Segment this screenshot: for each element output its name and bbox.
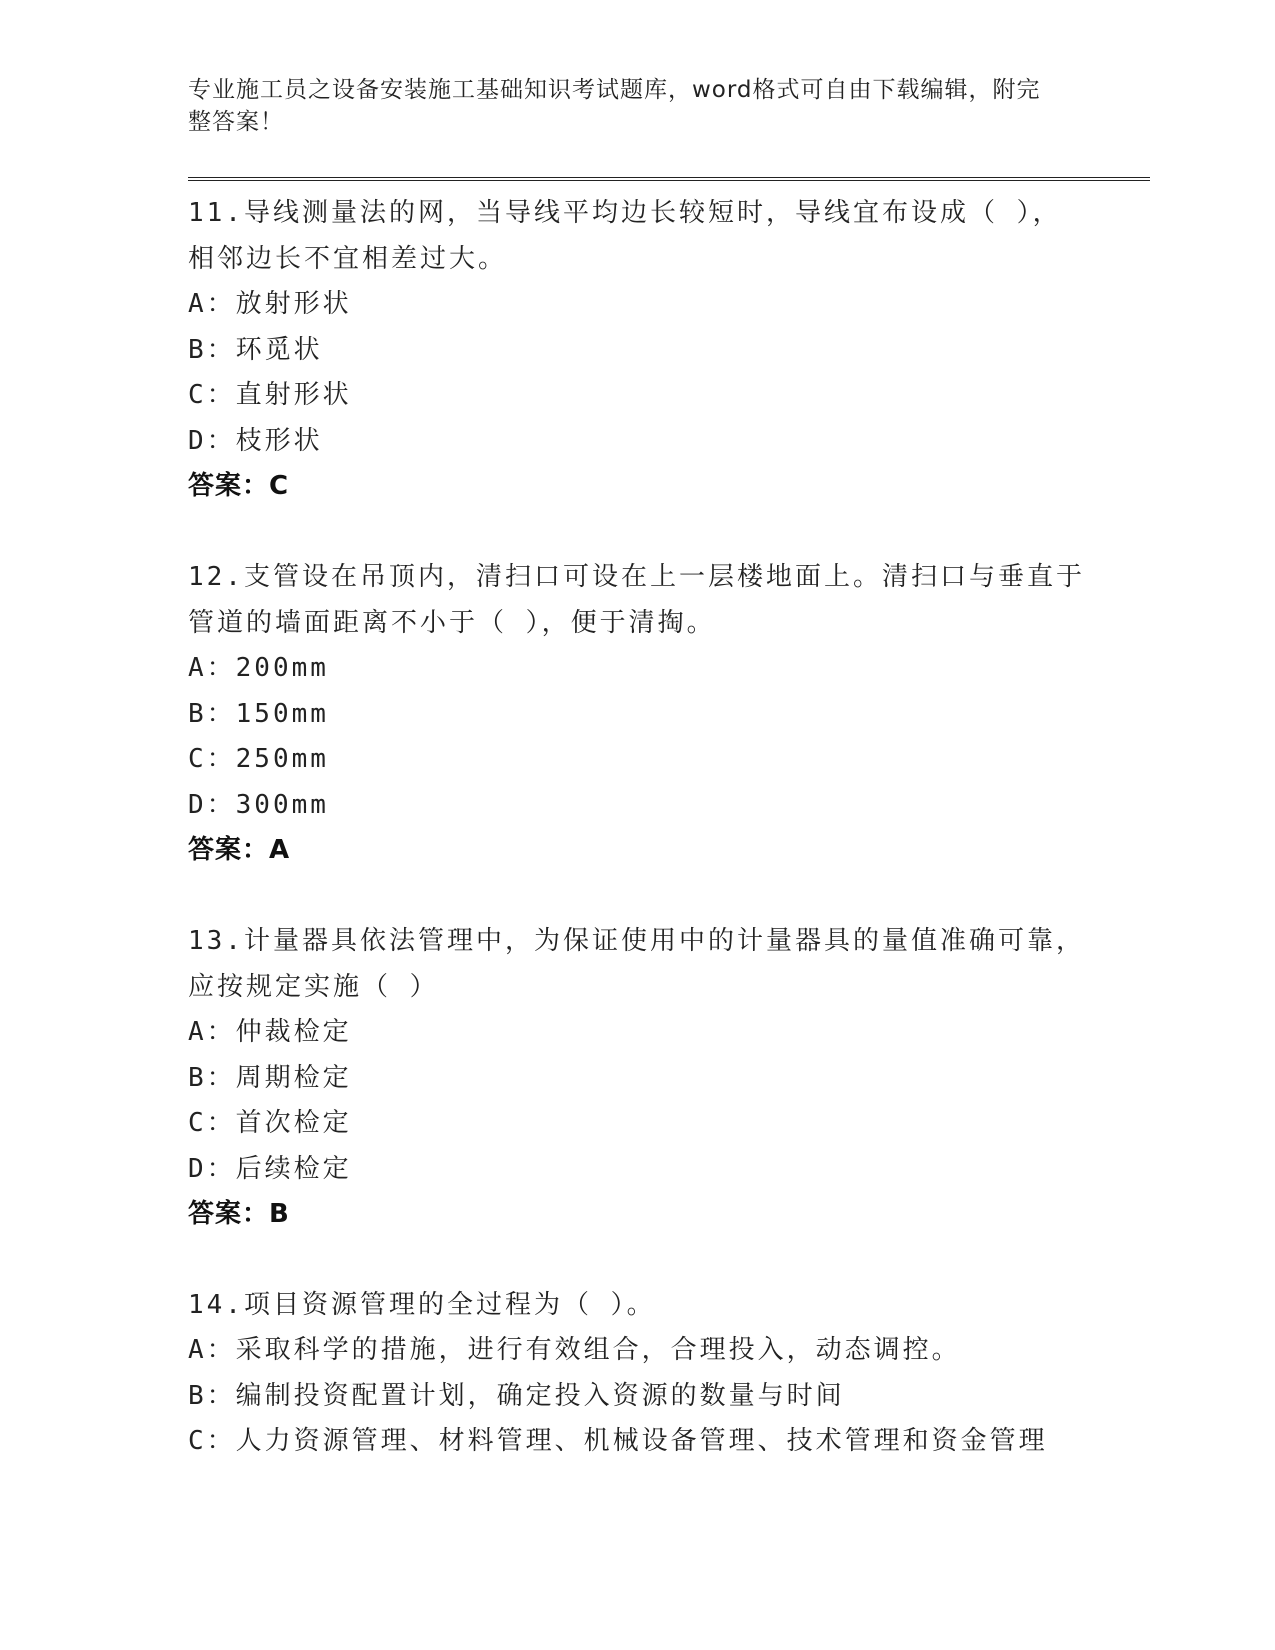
spacer [188, 1237, 1088, 1282]
question-stem: 14.项目资源管理的全过程为（ ）。 [188, 1290, 656, 1320]
option-c: C：250mm [188, 744, 329, 774]
option-a: A：200mm [188, 653, 329, 683]
spacer [188, 509, 1088, 554]
question-stem-continued: 相邻边长不宜相差过大。 [188, 244, 508, 274]
question-stem: 12.支管设在吊顶内，清扫口可设在上一层楼地面上。清扫口与垂直于 [188, 562, 1085, 592]
option-b: B：编制投资配置计划，确定投入资源的数量与时间 [188, 1380, 845, 1411]
header-line-2: 整答案！ [188, 109, 284, 135]
answer: 答案：A [188, 835, 291, 865]
question-12 [188, 554, 1088, 873]
option-a: A：放射形状 [188, 289, 352, 319]
header-line-1: 专业施工员之设备安装施工基础知识考试题库，word格式可自由下载编辑，附完 [188, 77, 1041, 103]
answer: 答案：B [188, 1199, 290, 1229]
answer: 答案：C [188, 471, 290, 501]
option-d: D：枝形状 [188, 425, 323, 456]
document-header [188, 74, 1088, 138]
option-c: C：首次检定 [188, 1108, 352, 1138]
option-c: C：人力资源管理、材料管理、机械设备管理、技术管理和资金管理 [188, 1426, 1048, 1456]
spacer [188, 873, 1088, 918]
question-14 [188, 1282, 1088, 1465]
question-13 [188, 918, 1088, 1237]
question-stem-continued: 管道的墙面距离不小于（ ），便于清掏。 [188, 608, 716, 638]
question-list [188, 190, 1088, 1465]
option-a: A：仲裁检定 [188, 1017, 352, 1047]
question-11 [188, 190, 1088, 509]
option-d: D：300mm [188, 789, 329, 820]
option-b: B：环觅状 [188, 334, 323, 365]
option-d: D：后续检定 [188, 1153, 352, 1184]
option-b: B：周期检定 [188, 1062, 352, 1093]
option-c: C：直射形状 [188, 380, 352, 410]
header-divider [188, 177, 1150, 181]
question-stem-continued: 应按规定实施（ ） [188, 972, 439, 1002]
question-stem: 13.计量器具依法管理中，为保证使用中的计量器具的量值准确可靠， [188, 926, 1085, 956]
option-b: B：150mm [188, 698, 329, 729]
question-stem: 11.导线测量法的网，当导线平均边长较短时，导线宜布设成（ ）， [188, 198, 1062, 228]
option-a: A：采取科学的措施，进行有效组合，合理投入，动态调控。 [188, 1335, 961, 1365]
